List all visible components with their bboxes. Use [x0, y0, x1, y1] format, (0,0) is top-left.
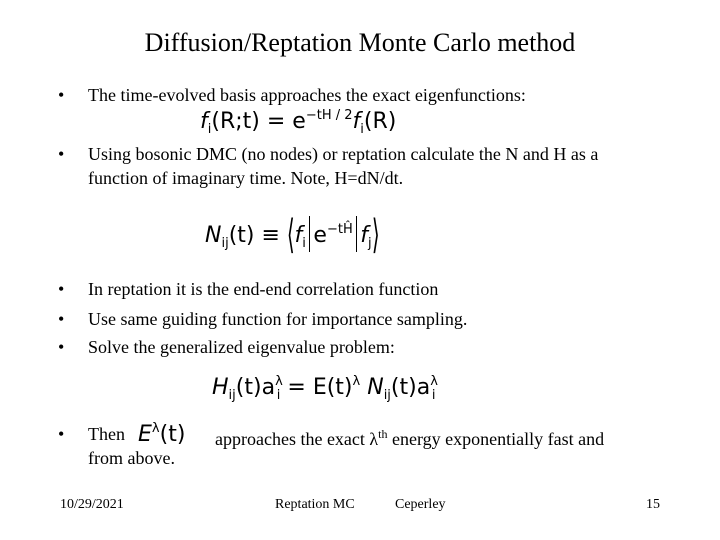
footer-title: Reptation MC — [275, 497, 355, 512]
bullet-dot: • — [58, 279, 65, 299]
energy-symbol: $E^\lambda(t)$ — [138, 421, 186, 447]
bullet-text-approaches: approaches the exact $\lambda^{th}$ energy exponentially fast and — [215, 427, 605, 449]
bullet-dot: • — [58, 85, 65, 105]
bra-ket-bar — [356, 216, 358, 252]
bullet-text-then: Then — [88, 424, 125, 444]
footer-author: Ceperley — [395, 497, 446, 512]
bullet-text: In reptation it is the end-end correlation function — [88, 279, 439, 299]
bullet-text: The time-evolved basis approaches the exact eigenfunctions: — [88, 85, 526, 105]
bullet-dot: • — [58, 424, 65, 444]
equation-eigenfunction: $f_i(R;t) = e^{-tH / 2}f_i(R)$ — [200, 108, 397, 137]
bullet-then — [58, 423, 698, 471]
bullet-text-line2: function of imaginary time. Note, H=dN/dt. — [88, 168, 404, 188]
right-angle-bracket: ⟩ — [371, 212, 380, 258]
equation-overlap-matrix: $N_{ij}(t)$ ≡ $⟨f_i$ $e^{-tĤ}$ $f_j⟩$ — [205, 212, 380, 258]
bullet-text: Use same guiding function for importance sampling. — [88, 309, 468, 329]
bullet-dot: • — [58, 337, 65, 357]
footer-page-number: 15 — [646, 497, 660, 512]
bullet-text: Solve the generalized eigenvalue problem: — [88, 337, 395, 357]
footer-date: 10/29/2021 — [60, 497, 124, 512]
bullet-dot: • — [58, 144, 65, 164]
equation-generalized-eigenvalue: $H_{ij}(t)a^\lambda_i = E(t)^\lambda$ $N_{ij}(t)a^\lambda_i$ — [212, 374, 438, 403]
bullet-text-line2: from above. — [88, 448, 175, 468]
left-angle-bracket: ⟨ — [286, 212, 295, 258]
slide-title: Diffusion/Reptation Monte Carlo method — [144, 28, 576, 57]
bra-ket-bar — [309, 216, 311, 252]
bullet-text-line1: Using bosonic DMC (no nodes) or reptation calculate the N and H as a — [88, 144, 599, 164]
bullet-dot: • — [58, 309, 65, 329]
